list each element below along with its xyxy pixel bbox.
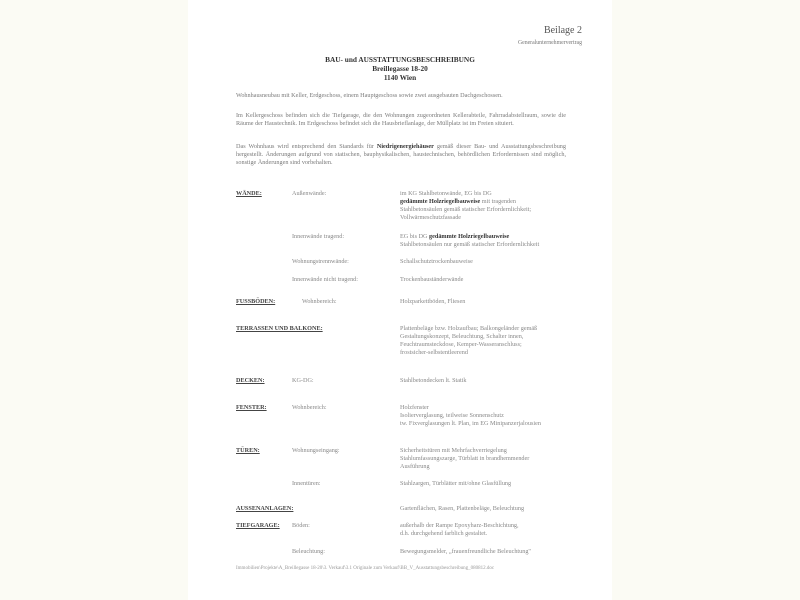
- sub-label: Innenwände tragend:: [292, 233, 345, 240]
- title-address: Breillegasse 18-20: [372, 64, 428, 73]
- section-heading: AUSSENANLAGEN:: [236, 505, 294, 512]
- sub-label: Wohnungseingang:: [292, 447, 340, 454]
- intro-paragraph-2: Im Kellergeschoss befinden sich die Tiefgarage, die den Wohnungen zugeordneten Kellerabteile, Fahrradabstellraum, sowie die Räume der Haustechnik. Im Erdgeschoss befindet sich die Hausbrieflanlage, der Müllplatz ist im Freien situiert.: [236, 112, 566, 127]
- title-city: 1140 Wien: [383, 73, 417, 82]
- section-description: Stahlbetondecken lt. Statik: [400, 377, 467, 384]
- section-description: Sicherheitstüren mit Mehrfachverriegelung Stahlumfassungszarge, Türblatt in brandhemmender Ausführung: [400, 447, 530, 470]
- section-description: Holzparkettböden, Fliesen: [400, 298, 466, 305]
- sub-label: Böden:: [292, 522, 310, 529]
- document-page: [188, 0, 612, 600]
- contract-label: Generalunternehmervertrag: [517, 40, 582, 46]
- sub-label: KG-DG:: [292, 377, 314, 384]
- section-description: Schallschutztrockenbauweise: [400, 258, 473, 265]
- sub-label: Wohnbereich:: [292, 404, 327, 411]
- title-line-1: BAU- und AUSSTATTUNGSBESCHREIBUNG: [325, 55, 475, 64]
- section-heading: TIEFGARAGE:: [236, 522, 280, 529]
- section-description: Trockenbauständerwände: [400, 276, 464, 283]
- section-description: Bewegungsmelder, „frauenfreundliche Beleuchtung": [400, 548, 531, 555]
- attachment-label: Beilage 2: [543, 25, 582, 36]
- section-heading: WÄNDE:: [236, 190, 262, 197]
- intro-paragraph-3: Das Wohnhaus wird entsprechend den Standards für Niedrigenergiehäuser gemäß dieser Bau- und Ausstattungsbeschreibung hergestellt. Änderungen aufgrund von statischen, bauphysikalischen, haustechnischen, behördlichen Erfordernissen sind möglich, sonstige Änderungen sind vorbehalten.: [236, 143, 566, 166]
- intro-paragraph-1: Wohnhausneubau mit Keller, Erdgeschoss, einem Hauptgeschoss sowie zwei ausgebauten Dachgeschossen.: [236, 92, 503, 99]
- section-description: Plattenbeläge bzw. Holzaufbau; Balkongeländer gemäß Gestaltungskonzept, Beleuchtung, Schalter innen, Feuchtraumsteckdose, Kemper-Wasseranschluss; frostsicher-selbstentleerend: [400, 325, 538, 356]
- section-heading: DECKEN:: [236, 377, 265, 384]
- sub-label: Beleuchtung:: [292, 548, 325, 555]
- section-description: Stahlzargen, Türblätter mit/ohne Glasfüllung: [400, 480, 512, 487]
- section-description: Holzfenster Isolierverglasung, teilweise Sonnenschutz tw. Fixverglasungen lt. Plan, im EG Minipanzerjalousien: [400, 404, 541, 427]
- section-description: EG bis DG gedämmte Holzriegelbauweise Stahlbetonsäulen nur gemäß statischer Erfordernlichkeit: [400, 233, 540, 248]
- emphasis-text: Niedrigenergiehäuser: [376, 143, 434, 150]
- section-heading: TÜREN:: [236, 447, 260, 454]
- sub-label: Wohnungstrennwände:: [292, 258, 349, 265]
- sub-label: Außenwände:: [292, 190, 327, 197]
- sub-label: Innentüren:: [292, 480, 321, 487]
- section-description: Gartenflächen, Rasen, Plattenbeläge, Beleuchtung: [400, 505, 525, 512]
- section-heading: FUSSBÖDEN:: [236, 298, 276, 305]
- section-heading: TERRASSEN UND BALKONE:: [236, 325, 323, 332]
- file-path-footer: Immobilien\Projekte\A_Breillegasse 18-20\3. Verkauf\3.1 Originale zum Verkauf\BB_V_Ausstattungsbeschreibung_080812.doc: [236, 566, 495, 571]
- section-description: außerhalb der Rampe Epoxyharz-Beschichtung, d.h. durchgehend farblich gestaltet.: [400, 522, 519, 537]
- sub-label: Wohnbereich:: [302, 298, 337, 305]
- section-heading: FENSTER:: [236, 404, 267, 411]
- document-title: [188, 55, 612, 82]
- section-description: im KG Stahlbetonwände, EG bis DG gedämmte Holzriegelbauweise mit tragenden Stahlbetonsäulen gemäß statischer Erfordernlichkeit; Vollwärmeschutzfassade: [400, 190, 532, 221]
- sub-label: Innenwände nicht tragend:: [292, 276, 358, 283]
